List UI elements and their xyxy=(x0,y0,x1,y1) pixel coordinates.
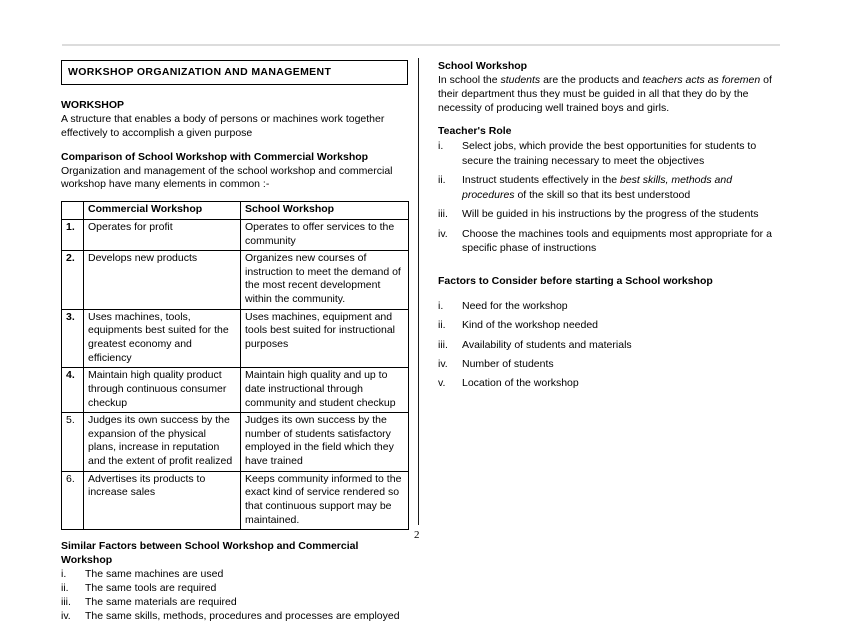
comparison-heading: Comparison of School Workshop with Commercial Workshop xyxy=(61,150,369,163)
workshop-paragraph: A structure that enables a body of persons or machines work together effectively to accomplish a given purpose xyxy=(61,112,385,139)
cell-school: Uses machines, equipment and tools best suited for instructional purposes xyxy=(241,309,409,368)
list-text: The same tools are required xyxy=(85,581,217,594)
similar-factors-heading: Similar Factors between School Workshop and Commercial Workshop xyxy=(61,540,359,567)
table-row xyxy=(62,309,409,368)
list-text: Availability of students and materials xyxy=(462,338,632,351)
row-number: 2. xyxy=(62,251,84,310)
table-header-row xyxy=(62,202,409,220)
list-item xyxy=(61,568,408,582)
spacer xyxy=(438,289,780,299)
row-number: 4. xyxy=(62,368,84,413)
paragraph-text-part: of their department thus they must be guided in all that they do by the necessity of producing well trained boys and girls. xyxy=(438,73,772,114)
list-marker: ii. xyxy=(438,174,446,187)
similar-factors-list xyxy=(61,568,408,623)
column-divider xyxy=(418,58,419,525)
list-item xyxy=(438,376,780,390)
table-row xyxy=(62,219,409,250)
cell-school: Operates to offer services to the community xyxy=(241,219,409,250)
list-marker: i. xyxy=(438,140,444,153)
list-text: Will be guided in his instructions by the progress of the students xyxy=(462,208,759,221)
list-text: The same skills, methods, procedures and processes are employed xyxy=(85,609,400,622)
row-number: 6. xyxy=(62,471,84,530)
comparison-paragraph: Organization and management of the school workshop and commercial workshop have many elements in common :- xyxy=(61,164,393,191)
column-header-commercial: Commercial Workshop xyxy=(84,202,241,220)
page-title: WORKSHOP ORGANIZATION AND MANAGEMENT xyxy=(68,66,332,78)
list-marker: iv. xyxy=(438,227,448,240)
cell-commercial: Operates for profit xyxy=(84,219,241,250)
spacer xyxy=(438,261,780,275)
list-text: Location of the workshop xyxy=(462,377,579,390)
teachers-role-heading: Teacher's Role xyxy=(438,125,512,138)
list-marker: ii. xyxy=(438,319,446,332)
header-rule xyxy=(62,44,780,46)
list-text-part: of the skill so that its best understood xyxy=(514,188,691,201)
comparison-table xyxy=(61,201,409,530)
list-marker: i. xyxy=(438,299,444,312)
school-workshop-heading: School Workshop xyxy=(438,60,528,72)
list-item xyxy=(61,582,408,596)
cell-commercial: Judges its own success by the expansion of the physical plans, increase in reputation and the extent of profit realized xyxy=(84,413,241,472)
spacer xyxy=(61,141,408,151)
list-text: Select jobs, which provide the best opportunities for students to secure the training necessary to meet the objectives xyxy=(462,140,757,167)
left-column xyxy=(61,60,408,623)
list-item xyxy=(61,610,408,623)
document-title-box xyxy=(61,60,408,85)
school-workshop-paragraph xyxy=(438,74,780,116)
paragraph-emphasis-students: students xyxy=(500,73,541,86)
page-number: 2 xyxy=(414,529,420,541)
row-number: 3. xyxy=(62,309,84,368)
list-text: Need for the workshop xyxy=(462,299,568,312)
list-marker: iii. xyxy=(438,338,448,351)
list-text xyxy=(462,173,780,202)
list-marker: ii. xyxy=(61,581,69,594)
paragraph-emphasis-foremen: teachers acts as foremen xyxy=(642,73,761,86)
row-number: 1. xyxy=(62,219,84,250)
cell-school: Judges its own success by the number of students satisfactory employed in the field which they have trained xyxy=(241,413,409,472)
list-marker: iv. xyxy=(438,358,448,370)
column-header-number xyxy=(62,202,84,220)
list-item xyxy=(438,139,780,168)
table-row xyxy=(62,471,409,530)
factors-heading: Factors to Consider before starting a School workshop xyxy=(438,274,713,287)
list-item xyxy=(438,299,780,313)
spacer xyxy=(61,85,408,99)
list-item xyxy=(61,596,408,610)
list-item xyxy=(438,207,780,221)
list-text-emphasis: best skills, methods and procedures xyxy=(462,174,733,201)
spacer xyxy=(61,530,408,540)
list-text: The same materials are required xyxy=(85,595,237,608)
cell-commercial: Advertises its products to increase sales xyxy=(84,471,241,530)
list-item xyxy=(438,227,780,256)
list-text: The same machines are used xyxy=(85,568,224,581)
table-row xyxy=(62,413,409,472)
factors-list xyxy=(438,299,780,391)
cell-commercial: Maintain high quality product through continuous consumer checkup xyxy=(84,368,241,413)
cell-commercial: Uses machines, tools, equipments best suited for the greatest economy and efficiency xyxy=(84,309,241,368)
cell-school: Keeps community informed to the exact kind of service rendered so that continuous support may be maintained. xyxy=(241,471,409,530)
list-item xyxy=(438,173,780,202)
table-row xyxy=(62,251,409,310)
list-text-part: Instruct students effectively in the xyxy=(462,174,620,187)
list-item xyxy=(438,318,780,332)
cell-school: Organizes new courses of instruction to meet the demand of the most recent development within the community. xyxy=(241,251,409,310)
list-text: Number of students xyxy=(462,358,554,370)
list-text: Choose the machines tools and equipments most appropriate for a specific phase of instructions xyxy=(462,227,772,255)
row-number: 5. xyxy=(62,413,84,472)
table-row xyxy=(62,368,409,413)
list-marker: v. xyxy=(438,377,446,390)
paragraph-text-part: In school the xyxy=(438,73,501,86)
column-header-school: School Workshop xyxy=(241,202,409,220)
workshop-heading: WORKSHOP xyxy=(61,99,124,112)
list-marker: iii. xyxy=(438,208,448,221)
list-marker: iii. xyxy=(61,595,71,608)
right-column xyxy=(438,60,780,396)
cell-school: Maintain high quality and up to date instructional through community and student checkup xyxy=(241,368,409,413)
list-item xyxy=(438,357,780,371)
list-item xyxy=(438,338,780,352)
teachers-role-list xyxy=(438,139,780,255)
paragraph-text-part: are the products and xyxy=(540,73,643,86)
spacer xyxy=(438,115,780,125)
cell-commercial: Develops new products xyxy=(84,251,241,310)
list-marker: i. xyxy=(61,568,67,581)
list-text: Kind of the workshop needed xyxy=(462,319,599,332)
list-marker: iv. xyxy=(61,609,71,622)
